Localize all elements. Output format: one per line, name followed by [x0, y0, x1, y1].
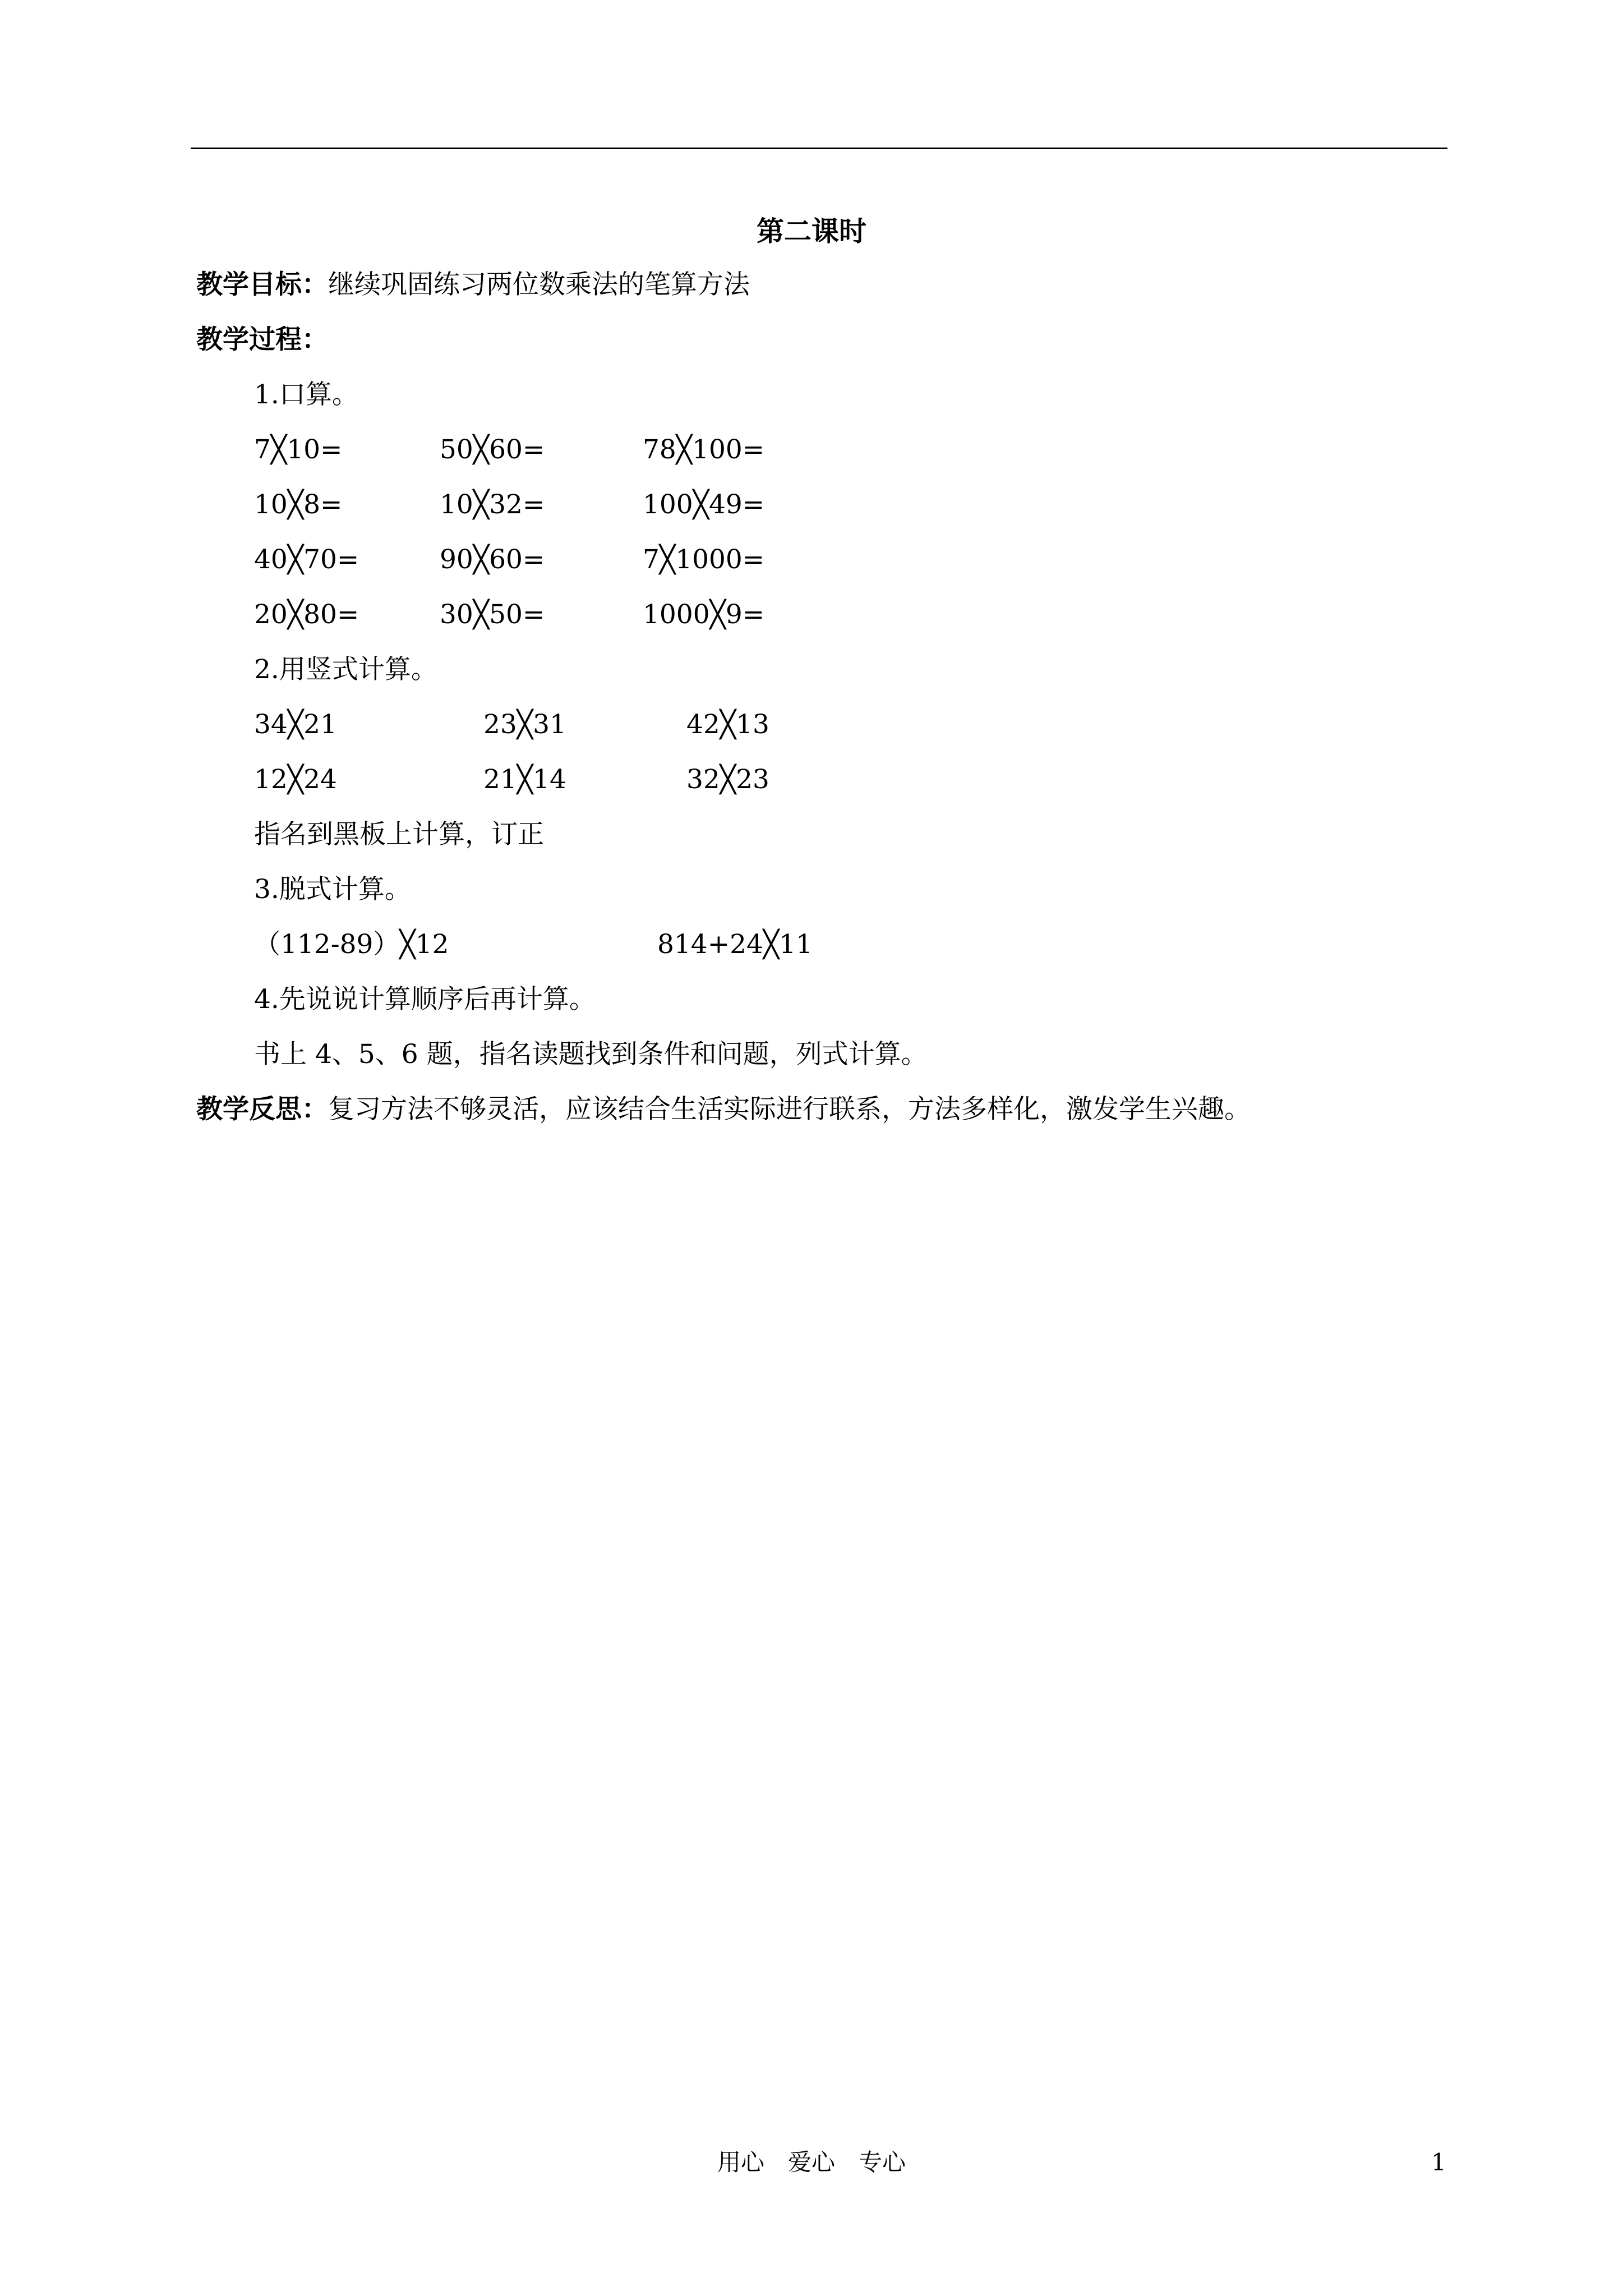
reflection-label: 教学反思：: [196, 1094, 328, 1125]
objective-line: [196, 268, 750, 302]
mental-math-item: 40╳70=: [254, 544, 359, 575]
vertical-calc-item: 32╳23: [686, 764, 769, 795]
vertical-calc-item: 12╳24: [254, 764, 337, 795]
vertical-calc-item: 42╳13: [686, 709, 769, 740]
objective-label: 教学目标：: [196, 269, 328, 300]
reflection-text: 复习方法不够灵活，应该结合生活实际进行联系，方法多样化，激发学生兴趣。: [328, 1094, 1251, 1125]
section2-note: 指名到黑板上计算，订正: [254, 819, 544, 850]
lesson-title: 第二课时: [756, 215, 866, 247]
stepwise-calc-item: 814+24╳11: [657, 929, 813, 960]
mental-math-item: 20╳80=: [254, 599, 359, 630]
vertical-calc-item: 34╳21: [254, 709, 337, 740]
section4-title: 4.先说说计算顺序后再计算。: [254, 984, 596, 1015]
section4-note: 书上 4、5、6 题，指名读题找到条件和问题，列式计算。: [254, 1039, 928, 1070]
footer-motto: 用心 爱心 专心: [717, 2148, 906, 2176]
reflection-line: [196, 1093, 1251, 1126]
header-rule: [191, 148, 1447, 149]
mental-math-item: 78╳100=: [643, 434, 765, 465]
section1-title: 1.口算。: [254, 379, 358, 410]
page-number: 1: [1431, 2148, 1446, 2176]
mental-math-item: 7╳1000=: [643, 544, 765, 575]
section2-title: 2.用竖式计算。: [254, 654, 437, 685]
mental-math-item: 1000╳9=: [643, 599, 765, 630]
mental-math-item: 10╳8=: [254, 489, 343, 520]
mental-math-item: 90╳60=: [440, 544, 545, 575]
vertical-calc-item: 21╳14: [483, 764, 566, 795]
mental-math-item: 100╳49=: [643, 489, 765, 520]
mental-math-item: 10╳32=: [440, 489, 545, 520]
mental-math-item: 30╳50=: [440, 599, 545, 630]
stepwise-calc-item: （112-89）╳12: [254, 929, 449, 960]
process-label: 教学过程：: [196, 324, 328, 355]
mental-math-item: 50╳60=: [440, 434, 545, 465]
section3-title: 3.脱式计算。: [254, 874, 411, 905]
mental-math-item: 7╳10=: [254, 434, 343, 465]
vertical-calc-item: 23╳31: [483, 709, 566, 740]
objective-text: 继续巩固练习两位数乘法的笔算方法: [328, 269, 750, 300]
